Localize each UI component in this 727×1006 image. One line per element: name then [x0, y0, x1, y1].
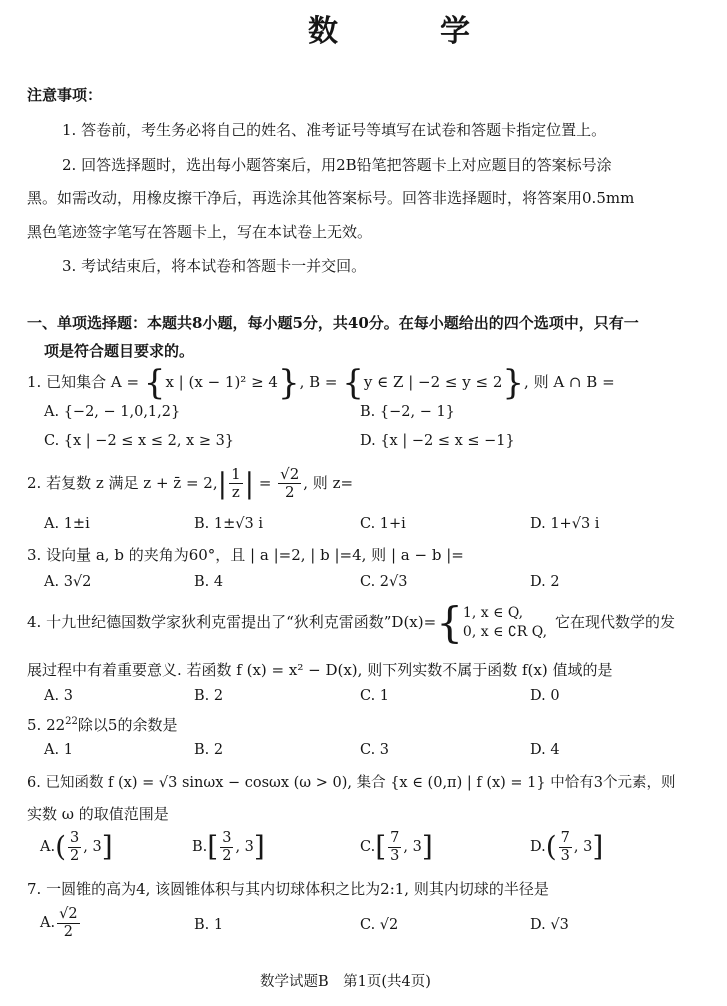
question-5-option-c: C. 3: [360, 742, 390, 758]
notice-item-2-line-1: 2. 回答选择题时，选出每小题答案后，用2B铅笔把答题卡上对应题目的答案标号涂: [62, 156, 612, 174]
question-6-option-b: B.[ $\frac{3}{2}$ , 3]: [192, 830, 265, 864]
question-6-option-c: C.[ $\frac{7}{3}$ , 3]: [360, 830, 433, 864]
question-7-option-a: A. $\frac{√2}{2}$: [40, 906, 78, 940]
notice-item-3: 3. 考试结束后，将本试卷和答题卡一并交回。: [62, 257, 367, 275]
page-footer: 数学试题B 第1页(共4页): [260, 974, 431, 990]
question-5-option-a: A. 1: [44, 742, 73, 758]
question-4-option-a: A. 3: [44, 688, 73, 704]
section-1-heading: 一、单项选择题：本题共8小题，每小题5分，共40分。在每小题给出的四个选项中，只有一: [27, 314, 639, 332]
question-7-stem: 7. 一圆锥的高为4, 该圆锥体积与其内切球体积之比为2:1, 则其内切球的半径是: [27, 880, 549, 898]
question-3-option-b: B. 4: [194, 574, 224, 590]
question-1-option-b: B. {−2, − 1}: [360, 404, 455, 420]
section-1-heading-line-2: 项是符合题目要求的。: [44, 342, 195, 360]
question-1-option-a: A. {−2, − 1,0,1,2}: [44, 404, 181, 420]
question-5-option-d: D. 4: [530, 742, 560, 758]
question-1-stem: 1. 已知集合 A = {x | (x − 1)² ≥ 4}, B = {y ∈ Z | −2 ≤ y ≤ 2}, 则 A ∩ B =: [27, 363, 615, 403]
question-4-option-c: C. 1: [360, 688, 390, 704]
set-b-expression: y ∈ Z | −2 ≤ y ≤ 2: [363, 373, 503, 391]
notice-item-2-line-2: 黑。如需改动，用橡皮擦干净后，再选涂其他答案标号。回答非选择题时，将答案用0.5mm: [27, 189, 635, 207]
question-5-option-b: B. 2: [194, 742, 224, 758]
question-1-option-c: C. {x | −2 ≤ x ≤ 2, x ≥ 3}: [44, 433, 235, 449]
notice-item-2-line-3: 黑色笔迹签字笔写在答题卡上，写在本试卷上无效。: [27, 223, 373, 241]
question-1-option-d: D. {x | −2 ≤ x ≤ −1}: [360, 433, 515, 449]
question-4-option-b: B. 2: [194, 688, 224, 704]
question-4-line-1: 4. 十九世纪德国数学家狄利克雷提出了“狄利克雷函数”D(x)={ 1, x ∈ Q, 0, x ∈ ∁R Q, 它在现代数学的发: [27, 598, 676, 647]
question-3-option-d: D. 2: [530, 574, 560, 590]
page-title: 数 学: [308, 14, 506, 49]
case-rational: 1, x ∈ Q,: [462, 605, 524, 622]
question-5-stem: 5. $22^{22}$除以5的余数是: [27, 716, 178, 734]
set-a-expression: x | (x − 1)² ≥ 4: [165, 373, 278, 391]
question-6-line-2: 实数 ω 的取值范围是: [27, 805, 169, 823]
case-irrational: 0, x ∈ ∁R Q,: [462, 624, 548, 640]
question-6-option-a: A.( $\frac{3}{2}$ , 3]: [40, 830, 113, 864]
notice-item-1: 1. 答卷前，考生务必将自己的姓名、准考证号等填写在试卷和答题卡指定位置上。: [62, 121, 607, 139]
question-3-stem: 3. 设向量 a, b 的夹角为60°，且 | a |=2, | b |=4, 则 | a − b |=: [27, 546, 464, 564]
question-3-option-a: A. 3√2: [44, 574, 92, 590]
question-2-option-b: B. 1±√3 i: [194, 516, 263, 532]
question-4-line-2: 展过程中有着重要意义. 若函数 f (x) = x² − D(x), 则下列实数不属于函数 f(x) 值域的是: [27, 661, 613, 679]
question-3-option-c: C. 2√3: [360, 574, 408, 590]
question-4-option-d: D. 0: [530, 688, 560, 704]
question-7-option-c: C. √2: [360, 917, 399, 933]
question-7-option-b: B. 1: [194, 917, 224, 933]
notice-heading: 注意事项：: [27, 86, 103, 104]
question-2-option-a: A. 1±i: [44, 516, 90, 532]
question-2-option-d: D. 1+√3 i: [530, 516, 600, 532]
question-6-option-d: D.( $\frac{7}{3}$ , 3]: [530, 830, 604, 864]
question-6-line-1: 6. 已知函数 f (x) = √3 sinωx − cosωx (ω > 0), 集合 {x ∈ (0,π) | f (x) = 1} 中恰有3个元素，则: [27, 775, 676, 791]
question-2-option-c: C. 1+i: [360, 516, 406, 532]
question-2-stem: 2. 若复数 z 满足 z + z̄ = 2,| $\frac{1}{z}$ | = $\frac{√2}{2}$ , 则 z=: [27, 465, 354, 502]
question-7-option-d: D. √3: [530, 917, 569, 933]
